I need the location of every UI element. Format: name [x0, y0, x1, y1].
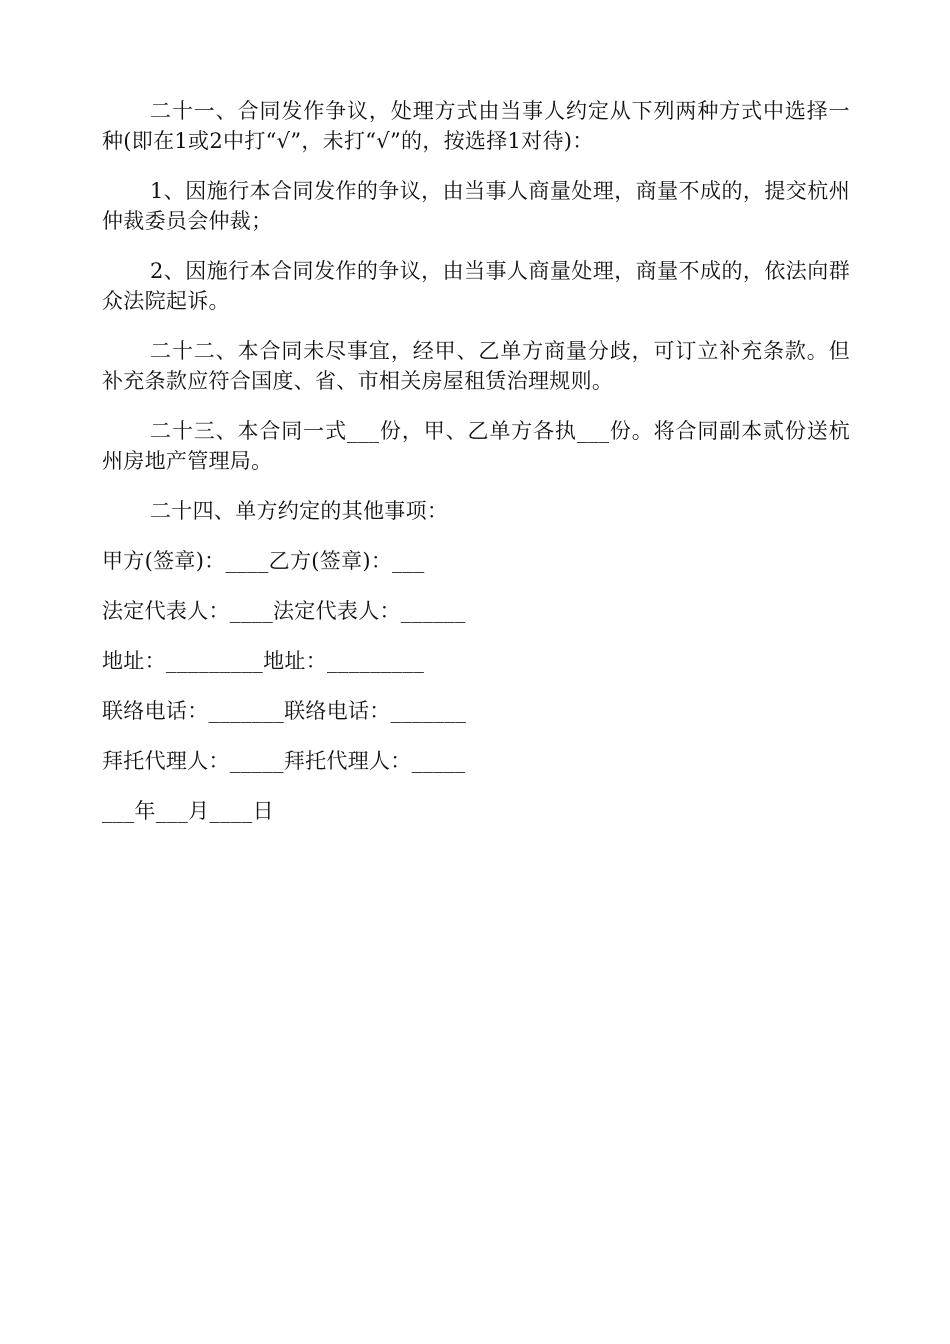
signature-line-legal-representative: 法定代表人：____法定代表人：______	[102, 599, 466, 623]
clause-22: 二十二、本合同未尽事宜，经甲、乙单方商量分歧，可订立补充条款。但补充条款应符合国度、省、市相关房屋租赁治理规则。	[102, 339, 850, 393]
signature-line-date: ___年___月____日	[102, 799, 274, 823]
clause-21-option-2: 2、因施行本合同发作的争议，由当事人商量处理，商量不成的，依法向群众法院起诉。	[102, 259, 850, 313]
clause-23: 二十三、本合同一式___份，甲、乙单方各执___份。将合同副本贰份送杭州房地产管理局。	[102, 419, 850, 473]
signature-line-phone: 联络电话：_______联络电话：_______	[102, 699, 467, 723]
signature-line-parties: 甲方(签章)：____乙方(签章)：___	[102, 549, 425, 573]
clause-21: 二十一、合同发作争议，处理方式由当事人约定从下列两种方式中选择一种(即在1或2中打“√”，未打“√”的，按选择1对待)：	[102, 99, 850, 153]
clause-21-option-1: 1、因施行本合同发作的争议，由当事人商量处理，商量不成的，提交杭州仲裁委员会仲裁；	[102, 179, 850, 233]
clause-24: 二十四、单方约定的其他事项：	[150, 499, 449, 523]
document-page	[102, 96, 850, 846]
signature-line-agent: 拜托代理人：_____拜托代理人：_____	[102, 749, 466, 773]
signature-line-address: 地址：_________地址：_________	[102, 649, 425, 673]
